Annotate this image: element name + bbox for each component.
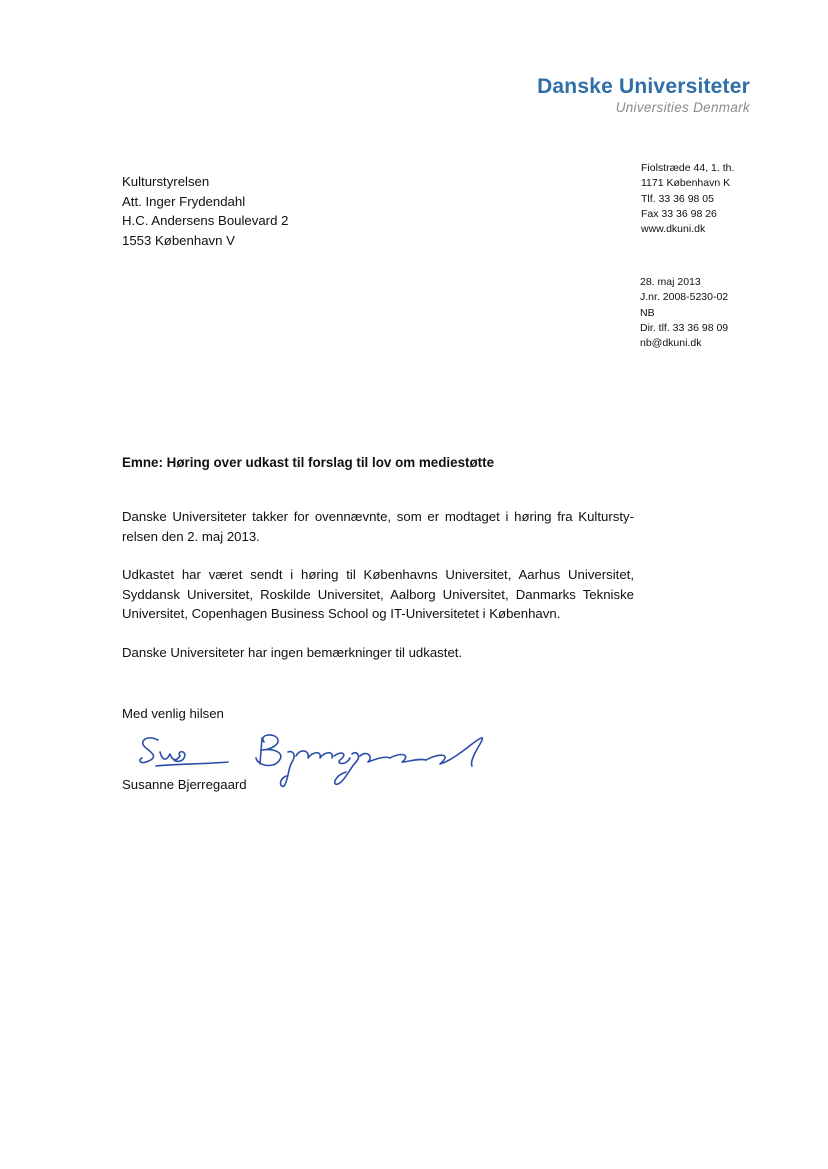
logo-name: Danske Universiteter bbox=[537, 75, 750, 98]
body-paragraph: Udkastet har været sendt i høring til Københavns Universitet, Aarhus Universitet, Syddansk Universitet, Roskilde Universitet, Aalborg Universitet, Danmarks Tekniske Universitet, Copenhagen Business School og IT-Universitetet i København. bbox=[122, 567, 634, 621]
recipient-line: Att. Inger Frydendahl bbox=[122, 193, 246, 209]
recipient-line: Kulturstyrelsen bbox=[122, 174, 210, 189]
sender-address bbox=[641, 161, 734, 237]
recipient-line: H.C. Andersens Boulevard 2 bbox=[122, 213, 289, 228]
sender-line: Fax 33 36 98 26 bbox=[641, 207, 717, 220]
date: 28. maj 2013 bbox=[640, 276, 701, 288]
body-paragraph: Danske Universiteter takker for ovennævnte, som er modtaget i høring fra Kultursty-relsen den 2. maj 2013. bbox=[122, 509, 634, 544]
signer-name: Susanne Bjerregaard bbox=[122, 777, 247, 792]
sender-line: 1171 København K bbox=[641, 177, 731, 190]
journal-number: J.nr. 2008-5230-02 bbox=[640, 291, 729, 304]
recipient-line: 1553 København V bbox=[122, 232, 235, 248]
sender-line: Tlf. 33 36 98 05 bbox=[641, 192, 714, 205]
logo bbox=[537, 74, 750, 116]
logo-tagline: Universities Denmark bbox=[615, 100, 750, 115]
closing-salutation: Med venlig hilsen bbox=[122, 706, 224, 721]
subject-line: Emne: Høring over udkast til forslag til lov om mediestøtte bbox=[122, 455, 495, 470]
reference-block bbox=[640, 275, 728, 351]
sender-line: www.dkuni.dk bbox=[641, 223, 706, 236]
sender-line: Fiolstræde 44, 1. th. bbox=[641, 162, 735, 174]
recipient-address bbox=[122, 172, 288, 250]
letter-body bbox=[122, 507, 634, 681]
initials: NB bbox=[640, 306, 655, 319]
body-paragraph: Danske Universiteter har ingen bemærkninger til udkastet. bbox=[122, 644, 463, 660]
direct-phone: Dir. tlf. 33 36 98 09 bbox=[640, 321, 729, 334]
email: nb@dkuni.dk bbox=[640, 337, 702, 350]
